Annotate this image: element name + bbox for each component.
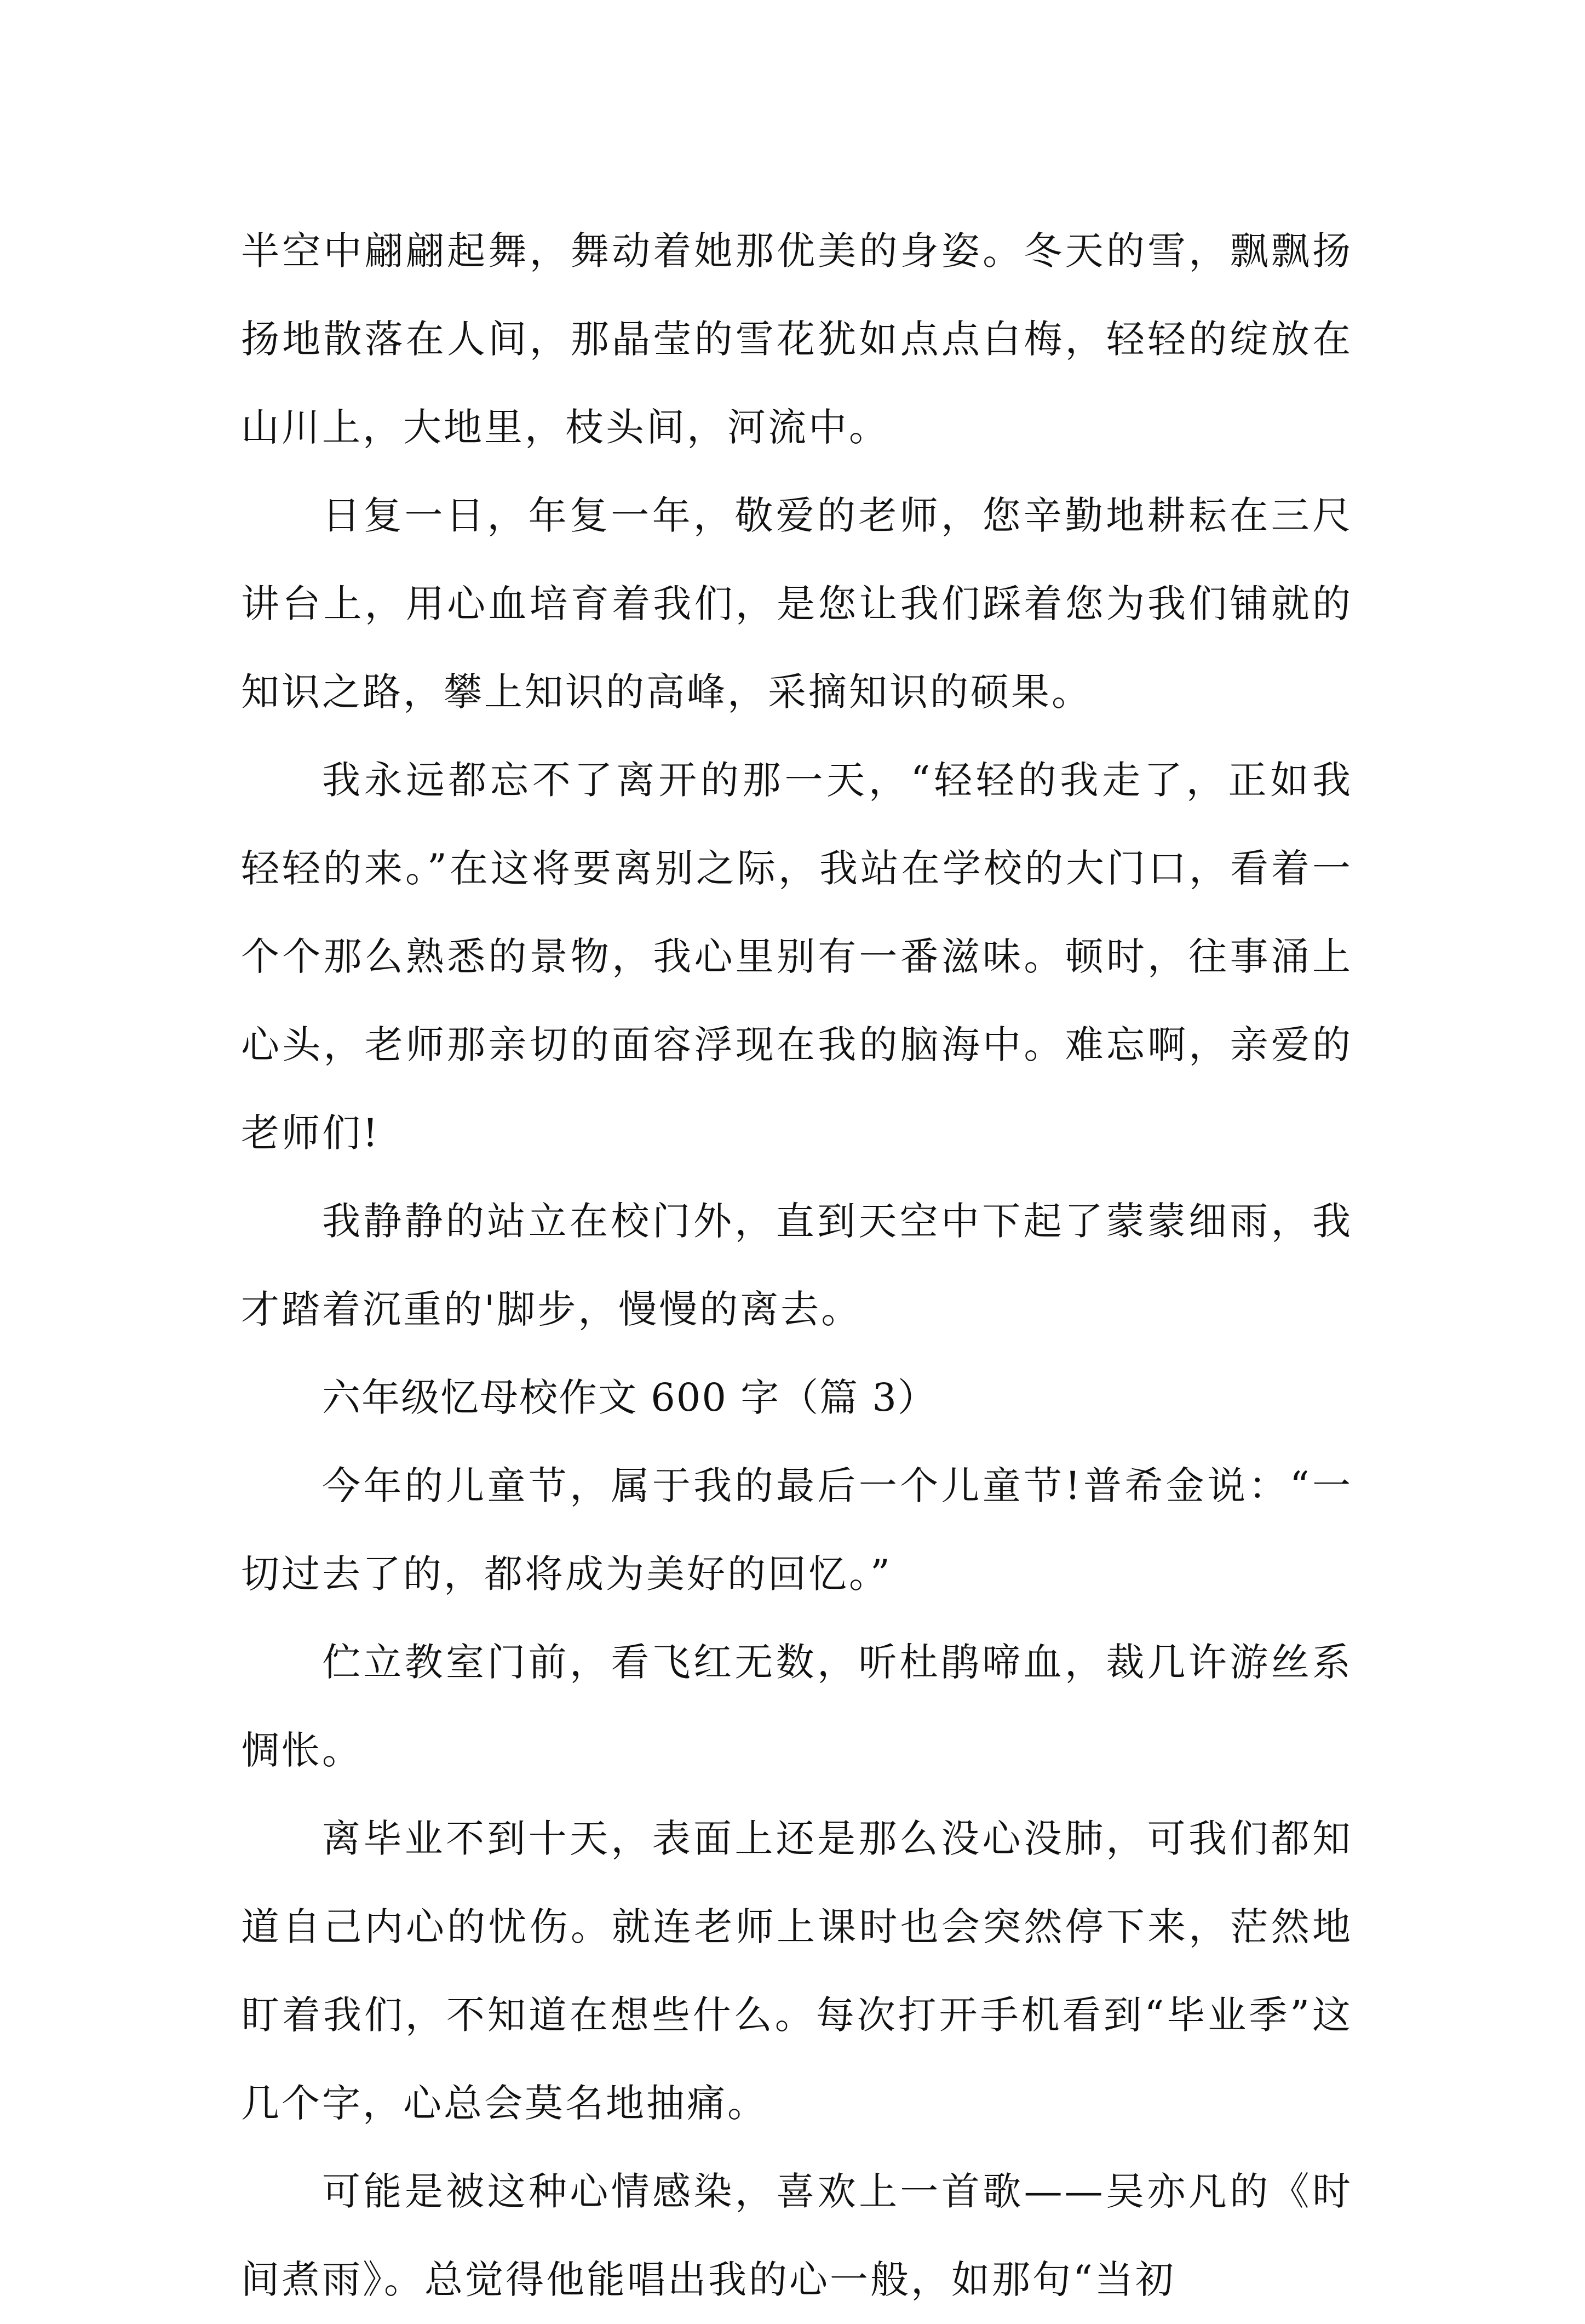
paragraph-4: 我静静的站立在校门外，直到天空中下起了蒙蒙细雨，我才踏着沉重的'脚步，慢慢的离去。 (241, 1199, 1353, 1332)
paragraph-2: 日复一日，年复一年，敬爱的老师，您辛勤地耕耘在三尺讲台上，用心血培育着我们，是您让我们踩着您为我们铺就的知识之路，攀上知识的高峰，采摘知识的硕果。 (241, 493, 1353, 714)
paragraph-8: 可能是被这种心情感染，喜欢上一首歌——吴亦凡的《时间煮雨》。总觉得他能唱出我的心一般，如那句“当初 (241, 2169, 1353, 2302)
paragraph-5: 今年的儿童节，属于我的最后一个儿童节!普希金说：“一切过去了的，都将成为美好的回忆。” (241, 1463, 1353, 1596)
section-heading: 六年级忆母校作文 600 字（篇 3） (322, 1375, 937, 1420)
paragraph-3: 我永远都忘不了离开的那一天，“轻轻的我走了，正如我轻轻的来。”在这将要离别之际，我站在学校的大门口，看着一个个那么熟悉的景物，我心里别有一番滋味。顿时，往事涌上心头，老师那亲切的面容浮现在我的脑海中。难忘啊，亲爱的老师们! (241, 758, 1353, 1155)
paragraph-1: 半空中翩翩起舞，舞动着她那优美的身姿。冬天的雪，飘飘扬扬地散落在人间，那晶莹的雪花犹如点点白梅，轻轻的绽放在山川上，大地里，枝头间，河流中。 (241, 228, 1353, 450)
paragraph-6: 伫立教室门前，看飞红无数，听杜鹃啼血，裁几许游丝系惆怅。 (241, 1640, 1353, 1773)
body-text (241, 207, 1353, 2324)
paragraph-7: 离毕业不到十天，表面上还是那么没心没肺，可我们都知道自己内心的忧伤。就连老师上课时也会突然停下来，茫然地盯着我们，不知道在想些什么。每次打开手机看到“毕业季”这几个字，心总会莫名地抽痛。 (241, 1816, 1353, 2126)
